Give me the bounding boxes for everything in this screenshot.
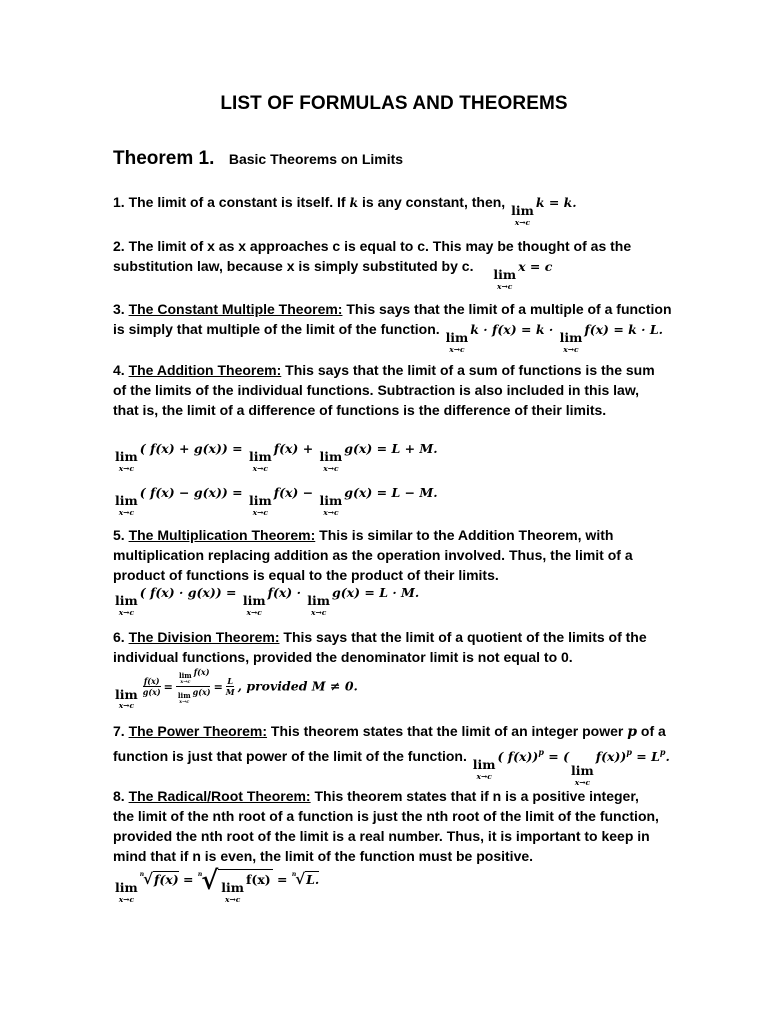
item-8 xyxy=(113,786,661,866)
item-5 xyxy=(113,525,661,585)
lim-operator: lim x→c xyxy=(248,449,272,473)
item-7: 7. The Power Theorem: This theorem states that the limit of an integer power p of a function is just that power of the limit of the function. lim x→c ( f(x))$^p$ = ( lim x→c $f(x))^p = L^p$. xyxy=(113,723,670,787)
lim-operator: lim x→c xyxy=(319,493,343,517)
item-5-name: The Multiplication Theorem: xyxy=(128,527,316,543)
fraction-fg: $\frac{f(x)}{g(x)}$ xyxy=(142,676,161,697)
lim-operator: lim x→c xyxy=(248,493,272,517)
sqrt-sign: √ xyxy=(295,870,306,888)
lim-operator: lim x→c xyxy=(115,449,138,473)
item-6-num: 6. xyxy=(113,629,129,645)
theorem-label: Theorem 1. xyxy=(113,148,215,169)
formula-5: lim x→c ( f(x) · g(x)) = lim x→c f(x) · lim x→c g(x) = L · M. xyxy=(115,585,420,617)
fraction-lm: $\frac{L}{M}$ xyxy=(225,676,235,697)
item-2-text: 2. The limit of x as x approaches c is equal to c. This may be thought of as the substitution law, because x is simply substituted by c. xyxy=(113,238,632,274)
item-6 xyxy=(113,627,661,667)
item-3-text: This says that the limit of a multiple of a function is simply that multiple of the limit of the function. xyxy=(113,301,672,337)
lim-operator: lim x→c xyxy=(559,330,583,354)
fraction-lim-fg: lim x→c f(x) lim x→c g(x) xyxy=(177,667,211,705)
theorem-subtitle: Basic Theorems on Limits xyxy=(228,151,404,167)
item-7-name: The Power Theorem: xyxy=(128,723,268,739)
lim-operator: lim x→c xyxy=(115,493,138,517)
lim-operator: lim x→c xyxy=(511,203,534,227)
item-1 xyxy=(113,192,713,226)
formula-6: lim x→c $\frac{f(x)}{g(x)}$ = lim x→c f(x) lim x→c g(x) = $\frac{L}{M}$ , provided M ≠ 0. xyxy=(115,667,358,711)
lim-operator: lim x→c xyxy=(115,880,138,904)
item-1-k: k xyxy=(349,195,359,210)
item-1-text2: is any constant, then, xyxy=(358,194,510,210)
item-5-text: This is similar to the Addition Theorem, with multiplication replacing addition as the operation involved. Thus, the limit of a product of functions is equal to the product of their limits. xyxy=(113,527,633,583)
item-8-num: 8. xyxy=(113,788,129,804)
lim-operator: lim x→c xyxy=(319,449,343,473)
item-6-name: The Division Theorem: xyxy=(128,629,280,645)
item-8-text: This theorem states that if n is a positive integer, the limit of the nth root of a function is just the nth root of the limit of the function, provided the nth root of the limit is a real number. Thus, it is important to keep in mind that if n is even, the limit of the function must be positive. xyxy=(113,788,659,864)
item-7-text: This theorem states that the limit of an integer power xyxy=(267,723,628,739)
lim-operator: lim x→c xyxy=(242,593,266,617)
item-3-num: 3. xyxy=(113,301,129,317)
lim-operator: lim x→c xyxy=(571,763,594,787)
sqrt-sign: √ xyxy=(143,870,153,888)
formula-4-sum: lim x→c ( f(x) + g(x)) = lim x→c f(x) + lim x→c g(x) = L + M. xyxy=(115,441,438,473)
lim-operator: lim x→c xyxy=(307,593,331,617)
lim-operator: lim x→c xyxy=(493,267,517,291)
item-7-num: 7. xyxy=(113,723,129,739)
item-8-name: The Radical/Root Theorem: xyxy=(128,788,311,804)
item-7-p: p xyxy=(627,724,638,740)
item-5-num: 5. xyxy=(113,527,129,543)
item-4-name: The Addition Theorem: xyxy=(128,362,282,378)
formula-8: lim x→c $^n$√f(x) = $^n$√ lim x→c f(x) = $^n$√L. xyxy=(115,866,320,904)
item-3 xyxy=(113,299,683,353)
formula-4-difference: lim x→c ( f(x) − g(x)) = lim x→c f(x) − lim x→c g(x) = L − M. xyxy=(115,485,438,517)
lim-operator: lim x→c xyxy=(445,330,469,354)
page-title: LIST OF FORMULAS AND THEOREMS xyxy=(220,93,568,114)
sqrt-sign: √ xyxy=(201,866,219,896)
formula-2: x = c xyxy=(518,259,553,274)
item-4-text: This says that the limit of a sum of functions is the sum of the limits of the individual functions. Subtraction is also included in this law, that is, the limit of a difference of functions is the difference of their limits. xyxy=(113,362,655,418)
item-4-num: 4. xyxy=(113,362,129,378)
item-6-text: This says that the limit of a quotient of the limits of the individual functions, provided the denominator limit is not equal to 0. xyxy=(113,629,647,665)
lim-operator: lim x→c xyxy=(472,757,496,781)
formula-3a: k · f(x) = k · xyxy=(470,322,558,337)
item-3-name: The Constant Multiple Theorem: xyxy=(128,301,343,317)
theorem-heading xyxy=(113,148,403,170)
formula-3b: f(x) = k · L. xyxy=(584,322,664,337)
item-2 xyxy=(113,236,661,290)
item-1-text: 1. The limit of a constant is itself. If xyxy=(113,194,350,210)
item-7-text2: of a function is just that power of the limit of the function. xyxy=(113,723,666,764)
lim-operator: lim x→c xyxy=(115,686,138,711)
item-4 xyxy=(113,360,661,420)
formula-6-tail: , provided M ≠ 0. xyxy=(237,678,358,694)
lim-operator: lim x→c xyxy=(115,593,138,617)
formula-1: k = k. xyxy=(535,195,577,210)
